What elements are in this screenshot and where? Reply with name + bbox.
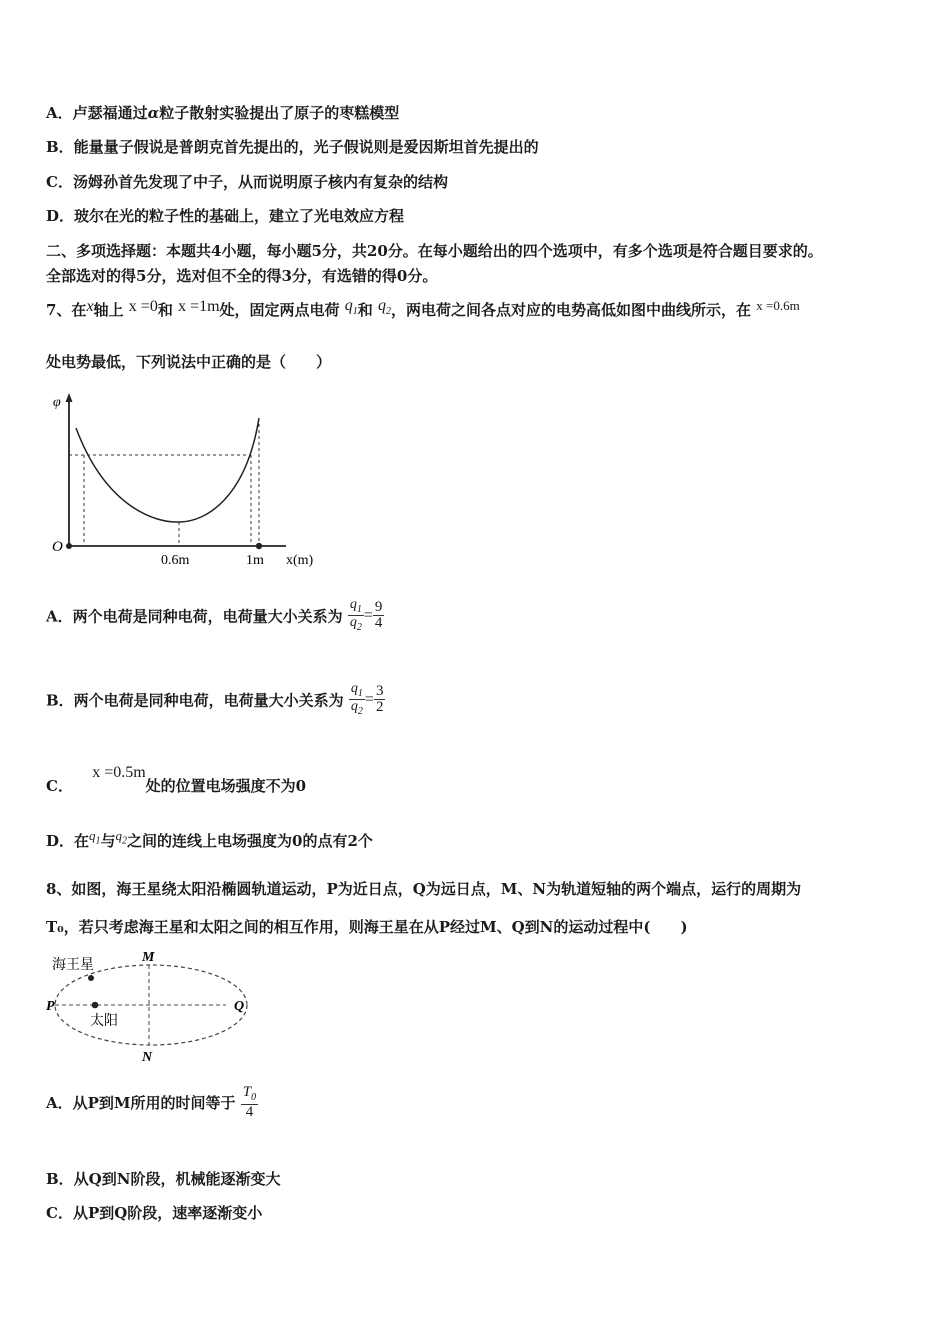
- q8-stem-line2: T₀，若只考虑海王星和太阳之间的相互作用，则海王星在从P经过M、Q到N的运动过程中( ): [46, 918, 688, 936]
- math-x0: x =0: [128, 298, 158, 315]
- math-x05: x =0.5m: [92, 764, 146, 781]
- option-a-prev: [46, 102, 399, 123]
- q7-option-d-text: 与: [100, 832, 116, 850]
- q7-option-b: [46, 682, 385, 718]
- fraction-t0-4: [241, 1085, 258, 1120]
- frac-q: q: [350, 681, 358, 696]
- option-c-prev: C．汤姆孙首先发现了中子，从而说明原子核内有复杂的结构: [46, 173, 448, 191]
- q7-option-d: [46, 828, 373, 851]
- option-b-prev: B．能量量子假说是普朗克首先提出的，光子假说则是爱因斯坦首先提出的: [46, 138, 539, 156]
- q8-option-a: [46, 1085, 258, 1120]
- fraction-9-4: [373, 600, 385, 633]
- frac-num: 3: [375, 682, 384, 699]
- origin-dot: [66, 543, 72, 549]
- sun-label: 太阳: [90, 1014, 118, 1029]
- fraction-q1-q2: [349, 682, 365, 718]
- option-a-prev-rest: 粒子散射实验提出了原子的枣糕模型: [159, 104, 400, 122]
- frac-t-sub: 0: [251, 1092, 257, 1103]
- math-x06: x =0.6m: [756, 298, 800, 313]
- potential-curve: [76, 418, 259, 522]
- fraction-q1-q2: [348, 598, 364, 634]
- frac-den: 2: [375, 699, 384, 716]
- math-q2: q: [378, 297, 387, 314]
- charge-dot: [256, 543, 262, 549]
- section-header-line2: 全部选对的得5分，选对但不全的得3分，有选错的得0分。: [46, 267, 438, 285]
- frac-t: T: [242, 1084, 252, 1100]
- math-q2-sub: 2: [122, 835, 128, 847]
- q7-option-b-text: B．两个电荷是同种电荷，电荷量大小关系为: [46, 691, 344, 710]
- q7-text: 处，固定两点电荷: [219, 301, 340, 319]
- origin-label: O: [52, 539, 63, 555]
- frac-sub: 2: [356, 622, 362, 634]
- neptune-dot: [88, 975, 94, 981]
- math-x: x: [86, 298, 94, 315]
- frac-sub: 2: [357, 706, 363, 718]
- tick-06: 0.6m: [161, 553, 190, 568]
- q7-text: ，两电荷之间各点对应的电势高低如图中曲线所示，在: [391, 301, 752, 319]
- math-q1: q: [344, 297, 353, 314]
- q7-text: 和: [157, 301, 173, 319]
- tick-1: 1m: [246, 553, 264, 568]
- frac-sub: 1: [356, 603, 362, 615]
- math-q2: q: [115, 828, 123, 843]
- p-label: P: [46, 999, 55, 1014]
- q7-option-d-text: D．在: [46, 832, 90, 850]
- math-q1: q: [89, 828, 96, 843]
- q7-option-c-label: C．: [46, 777, 73, 795]
- equals: =: [364, 690, 374, 708]
- potential-graph: [46, 388, 336, 573]
- fraction-3-2: [374, 684, 386, 717]
- n-label: N: [142, 1050, 153, 1065]
- option-d-prev: D．玻尔在光的粒子性的基础上，建立了光电效应方程: [46, 207, 405, 225]
- q7-option-a: [46, 598, 384, 634]
- frac-num: 9: [374, 598, 383, 615]
- orbit-diagram: [46, 945, 266, 1070]
- q8-option-b: B．从Q到N阶段，机械能逐渐变大: [46, 1170, 281, 1188]
- math-q1-sub: 1: [95, 835, 101, 847]
- math-q2-sub: 2: [386, 306, 392, 318]
- q7-option-c: [46, 764, 306, 796]
- frac-q: q: [349, 597, 357, 612]
- q7-stem-line2: 处电势最低，下列说法中正确的是（ ）: [46, 353, 332, 371]
- q7-option-a-text: A．两个电荷是同种电荷，电荷量大小关系为: [46, 607, 343, 626]
- option-a-prev-text: A．卢瑟福通过: [46, 104, 148, 122]
- frac-sub: 1: [357, 687, 363, 699]
- q7-text: 轴上: [93, 301, 124, 319]
- q8-stem-line1: 8、如图，海王星绕太阳沿椭圆轨道运动，P为近日点，Q为远日点，M、N为轨道短轴的两个端点，运行的周期为: [46, 880, 802, 898]
- y-axis-arrow: [66, 393, 73, 402]
- math-x1: x =1m: [178, 298, 220, 315]
- frac-q: q: [350, 699, 358, 715]
- frac-den: 4: [374, 615, 383, 632]
- section-header-line1: 二、多项选择题：本题共4小题，每小题5分，共20分。在每小题给出的四个选项中，有多个选项是符合题目要求的。: [46, 242, 823, 260]
- m-label: M: [142, 950, 155, 965]
- q7-stem-line1: [46, 297, 800, 320]
- q8-option-c: C．从P到Q阶段，速率逐渐变小: [46, 1204, 263, 1222]
- y-label: φ: [53, 395, 61, 410]
- frac-den: 4: [245, 1103, 254, 1120]
- q7-option-d-text: 之间的连线上电场强度为0的点有2个: [127, 832, 373, 850]
- q-label: Q: [234, 999, 245, 1014]
- q7-text: 和: [357, 301, 373, 319]
- frac-q: q: [349, 615, 357, 631]
- q8-option-a-text: A．从P到M所用的时间等于: [46, 1094, 236, 1113]
- q7-text: 7、在: [46, 301, 87, 319]
- alpha-symbol: α: [147, 104, 160, 122]
- equals: =: [363, 606, 373, 624]
- math-q1-sub: 1: [352, 306, 358, 318]
- q7-option-c-text: 处的位置电场强度不为0: [145, 777, 307, 795]
- x-label: x(m): [286, 553, 314, 568]
- sun-dot: [92, 1002, 99, 1009]
- neptune-label: 海王星: [52, 958, 94, 973]
